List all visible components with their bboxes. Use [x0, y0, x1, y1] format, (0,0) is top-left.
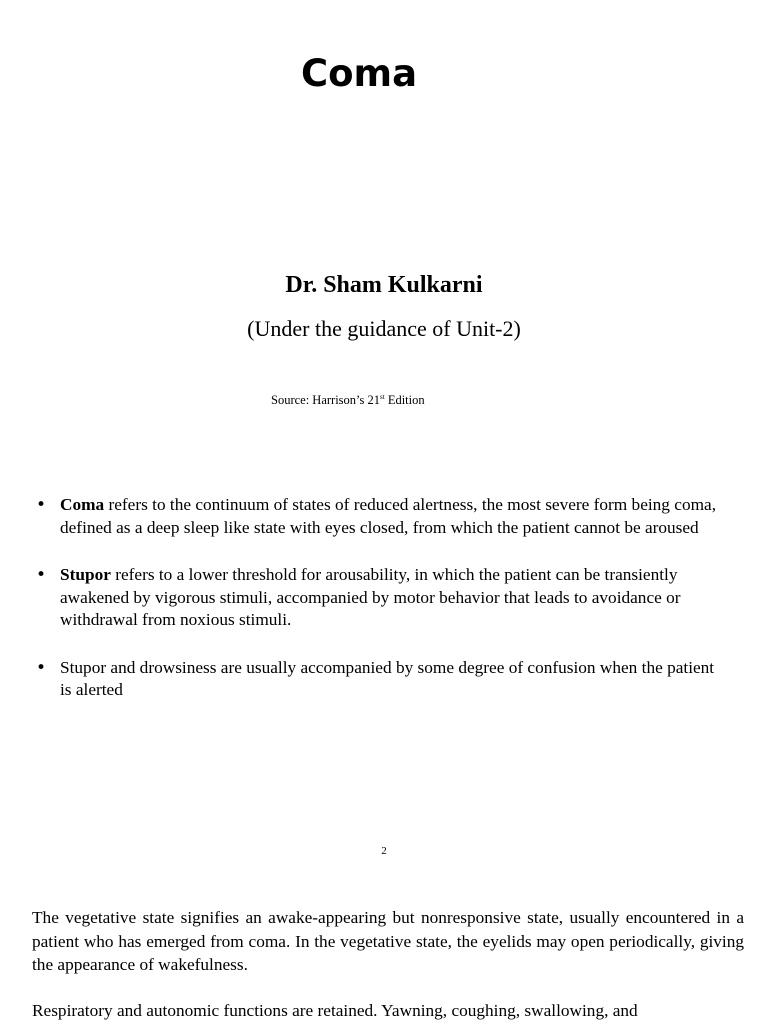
list-item-text: refers to the continuum of states of reduced alertness, the most severe form being coma, defined as a deep sleep like state with eyes closed, from which the patient cannot be aroused: [60, 495, 717, 537]
list-item-term: Stupor: [60, 565, 111, 584]
list-item: [36, 657, 716, 702]
body-paragraph: The vegetative state signifies an awake-appearing but nonresponsive state, usually encountered in a patient who has emerged from coma. In the vegetative state, the eyelids may open periodically, giving the appearance of wakefulness.: [32, 908, 744, 974]
bullet-icon: •: [36, 495, 47, 515]
page-title: Coma: [300, 52, 418, 95]
page-number: 2: [381, 845, 387, 857]
guidance-note: (Under the guidance of Unit-2): [247, 316, 521, 341]
list-item-term: Coma: [60, 495, 105, 514]
list-item: [36, 494, 716, 539]
list-item: [36, 564, 716, 632]
body-paragraph: Respiratory and autonomic functions are retained. Yawning, coughing, swallowing, and: [32, 1001, 638, 1020]
bullet-icon: •: [36, 565, 47, 585]
list-item-text: refers to a lower threshold for arousability, in which the patient can be transiently awakened by vigorous stimuli, accompanied by motor behavior that leads to avoidance or withdrawal from noxious stimuli.: [60, 565, 681, 629]
source-prefix: Source: Harrison’s 21: [271, 393, 381, 407]
definition-list: [36, 494, 716, 727]
list-item-text: Stupor and drowsiness are usually accompanied by some degree of confusion when the patient is alerted: [60, 657, 715, 699]
source-citation: [271, 393, 425, 408]
author-name: Dr. Sham Kulkarni: [285, 272, 483, 298]
bullet-icon: •: [36, 657, 47, 678]
source-suffix: Edition: [384, 393, 425, 407]
source-superscript: st: [380, 392, 385, 401]
